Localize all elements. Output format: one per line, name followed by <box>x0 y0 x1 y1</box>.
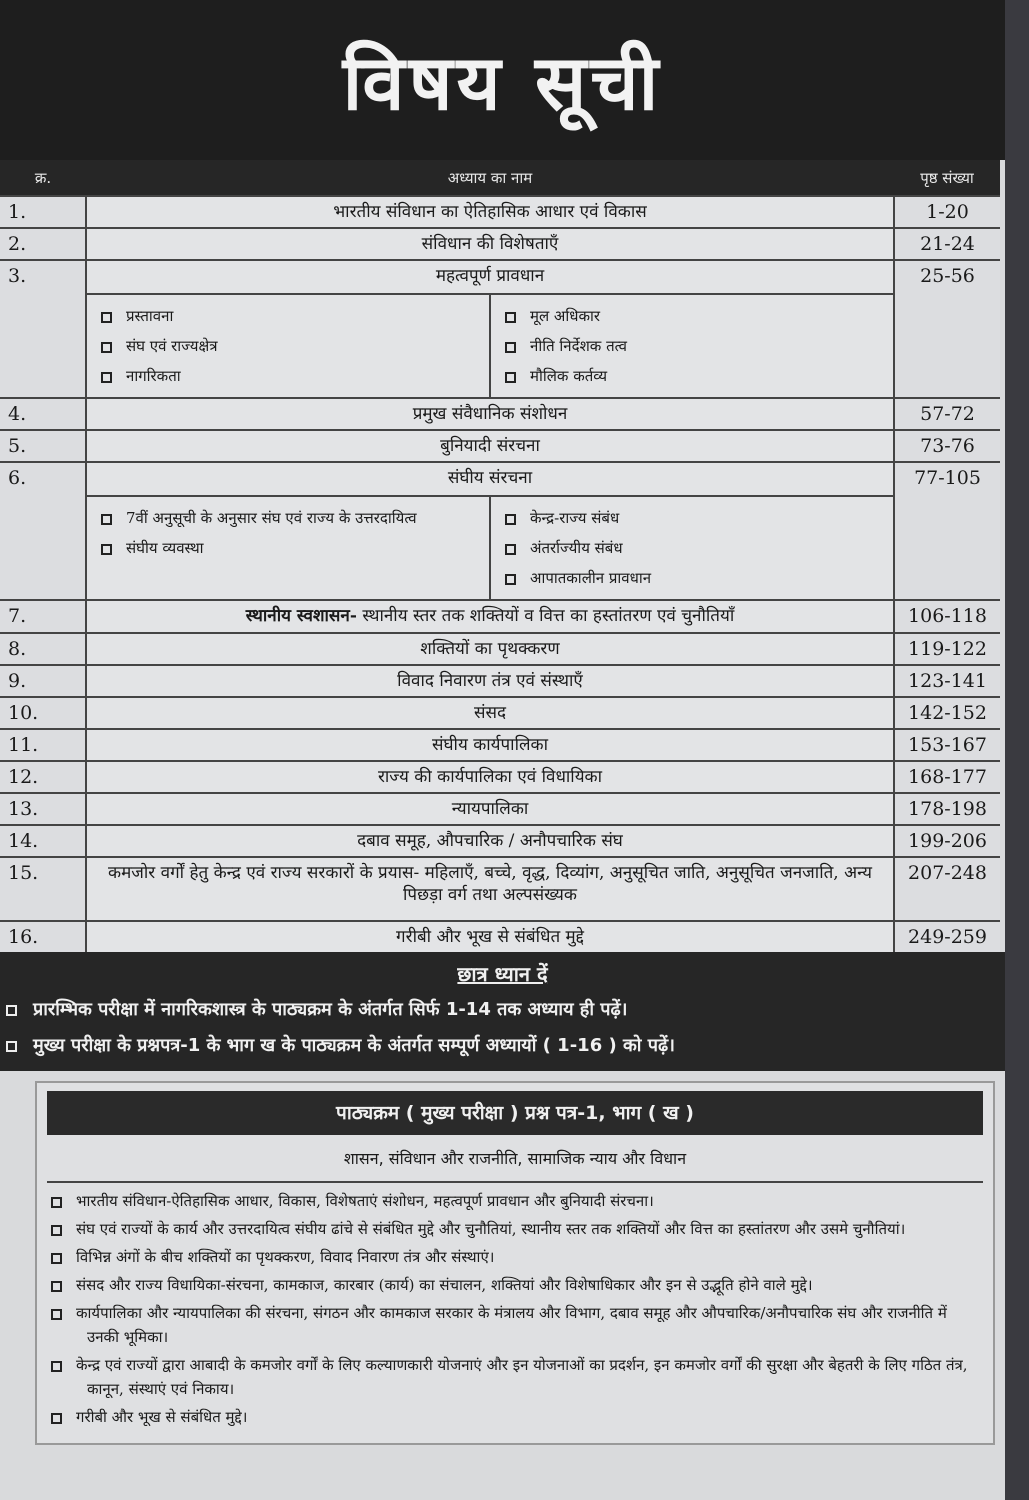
page-range: 199-206 <box>894 825 1000 857</box>
syllabus-item: विभिन्न अंगों के बीच शक्तियों का पृथक्करण, विवाद निवारण तंत्र और संस्थाएं। <box>51 1245 979 1269</box>
table-row <box>0 398 1000 430</box>
chapter-number: 15. <box>0 857 86 921</box>
checkbox-icon <box>505 544 516 555</box>
sub-topic: आपातकालीन प्रावधान <box>505 563 879 593</box>
chapter-cell <box>86 921 894 952</box>
chapter-number: 2. <box>0 228 86 260</box>
note-item: प्रारम्भिक परीक्षा में नागरिकशास्त्र के पाठ्यक्रम के अंतर्गत सिर्फ 1-14 तक अध्याय ही पढ़ें। <box>6 997 1005 1023</box>
chapter-number: 14. <box>0 825 86 857</box>
syllabus-heading: पाठ्यक्रम ( मुख्य परीक्षा ) प्रश्न पत्र-1, भाग ( ख ) <box>47 1091 983 1135</box>
checkbox-icon <box>51 1253 62 1264</box>
table-row <box>0 857 1000 921</box>
syllabus-list <box>51 1189 979 1429</box>
chapter-name: संघीय कार्यपालिका <box>432 735 548 755</box>
chapter-cell <box>86 857 894 921</box>
chapter-number: 16. <box>0 921 86 952</box>
chapter-number: 3. <box>0 260 86 398</box>
contents-table <box>0 160 1000 952</box>
page-range: 142-152 <box>894 697 1000 729</box>
chapter-number: 8. <box>0 633 86 665</box>
chapter-name: दबाव समूह, औपचारिक / अनौपचारिक संघ <box>357 831 623 851</box>
checkbox-icon <box>505 342 516 353</box>
page-range: 57-72 <box>894 398 1000 430</box>
checkbox-icon <box>505 574 516 585</box>
chapter-number: 7. <box>0 600 86 633</box>
syllabus-subheading: शासन, संविधान और राजनीति, सामाजिक न्याय और विधान <box>47 1135 983 1183</box>
chapter-number: 4. <box>0 398 86 430</box>
sub-topic: नीति निर्देशक तत्व <box>505 331 879 361</box>
checkbox-icon <box>51 1413 62 1424</box>
table-row <box>0 600 1000 633</box>
chapter-cell <box>86 398 894 430</box>
page-range: 123-141 <box>894 665 1000 697</box>
sub-topic: अंतर्राज्यीय संबंध <box>505 533 879 563</box>
table-row <box>0 633 1000 665</box>
chapter-cell <box>86 761 894 793</box>
page-range: 25-56 <box>894 260 1000 398</box>
checkbox-icon <box>51 1197 62 1208</box>
chapter-cell <box>86 729 894 761</box>
chapter-cell <box>86 793 894 825</box>
sub-topics <box>87 495 893 599</box>
chapter-number: 11. <box>0 729 86 761</box>
page-range: 1-20 <box>894 196 1000 228</box>
page-range: 21-24 <box>894 228 1000 260</box>
checkbox-icon <box>101 342 112 353</box>
page-range: 153-167 <box>894 729 1000 761</box>
table-row <box>0 761 1000 793</box>
chapter-cell <box>86 260 894 398</box>
page-range: 119-122 <box>894 633 1000 665</box>
chapter-number: 5. <box>0 430 86 462</box>
table-row <box>0 430 1000 462</box>
chapter-name: संघीय संरचना <box>447 468 533 488</box>
sub-topic: 7वीं अनुसूची के अनुसार संघ एवं राज्य के उत्तरदायित्व <box>101 503 475 533</box>
checkbox-icon <box>101 312 112 323</box>
syllabus-item: भारतीय संविधान-ऐतिहासिक आधार, विकास, विशेषताएं संशोधन, महत्वपूर्ण प्रावधान और बुनियादी संरचना। <box>51 1189 979 1213</box>
sub-topic: नागरिकता <box>101 361 475 391</box>
syllabus-box <box>35 1081 995 1445</box>
book-edge <box>1005 0 1029 1500</box>
page-range: 168-177 <box>894 761 1000 793</box>
checkbox-icon <box>505 514 516 525</box>
chapter-name: शक्तियों का पृथक्करण <box>420 639 560 659</box>
student-notes <box>0 952 1005 1071</box>
header-pages: पृष्ठ संख्या <box>894 160 1000 196</box>
checkbox-icon <box>51 1281 62 1292</box>
chapter-cell <box>86 633 894 665</box>
table-row <box>0 228 1000 260</box>
table-row <box>0 921 1000 952</box>
checkbox-icon <box>101 514 112 525</box>
syllabus-item: कार्यपालिका और न्यायपालिका की संरचना, संगठन और कामकाज सरकार के मंत्रालय और विभाग, दबाव समूह और औपचारिक/अनौपचारिक संघ और राजनीति में उनकी भूमिका। <box>51 1301 979 1349</box>
chapter-name: भारतीय संविधान का ऐतिहासिक आधार एवं विकास <box>333 202 647 222</box>
checkbox-icon <box>101 372 112 383</box>
checkbox-icon <box>101 544 112 555</box>
checkbox-icon <box>51 1361 62 1372</box>
chapter-name-bold: स्थानीय स्वशासन- <box>245 606 357 626</box>
chapter-name: संसद <box>473 703 506 723</box>
page-range: 249-259 <box>894 921 1000 952</box>
chapter-name: संविधान की विशेषताएँ <box>421 234 559 254</box>
chapter-number: 13. <box>0 793 86 825</box>
page-range: 77-105 <box>894 462 1000 600</box>
checkbox-icon <box>6 1041 17 1052</box>
chapter-name: स्थानीय स्तर तक शक्तियों व वित्त का हस्तांतरण एवं चुनौतियाँ <box>356 606 735 626</box>
chapter-name: न्यायपालिका <box>451 799 529 819</box>
chapter-name: महत्वपूर्ण प्रावधान <box>435 266 545 286</box>
checkbox-icon <box>51 1225 62 1236</box>
chapter-name: गरीबी और भूख से संबंधित मुद्दे <box>396 927 584 947</box>
page-range: 178-198 <box>894 793 1000 825</box>
table-header <box>0 160 1000 196</box>
syllabus-item: केन्द्र एवं राज्यों द्वारा आबादी के कमजोर वर्गों के लिए कल्याणकारी योजनाएं और इन योजनाओं का प्रदर्शन, इन कमजोर वर्गों की सुरक्षा और बेहतरी के लिए गठित तंत्र, कानून, संस्थाएं एवं निकाय। <box>51 1353 979 1401</box>
chapter-number: 9. <box>0 665 86 697</box>
header-chapter: अध्याय का नाम <box>86 160 894 196</box>
title-band <box>0 0 1005 160</box>
checkbox-icon <box>505 372 516 383</box>
chapter-cell <box>86 600 894 633</box>
sub-topic: मौलिक कर्तव्य <box>505 361 879 391</box>
chapter-name: विवाद निवारण तंत्र एवं संस्थाएँ <box>397 671 583 691</box>
chapter-number: 12. <box>0 761 86 793</box>
sub-topics <box>87 293 893 397</box>
sub-topic: संघीय व्यवस्था <box>101 533 475 563</box>
table-row <box>0 260 1000 398</box>
chapter-name: राज्य की कार्यपालिका एवं विधायिका <box>377 767 603 787</box>
sub-topic: प्रस्तावना <box>101 301 475 331</box>
chapter-name: बुनियादी संरचना <box>440 436 540 456</box>
table-row <box>0 697 1000 729</box>
chapter-name: कमजोर वर्गों हेतु केन्द्र एवं राज्य सरकारों के प्रयास- महिलाएँ, बच्चे, वृद्ध, दिव्यांग, अनुसूचित जाति, अनुसूचित जनजाति, अन्य पिछड़ा वर्ग तथा अल्पसंख्यक <box>108 863 872 905</box>
chapter-cell <box>86 196 894 228</box>
sub-topic: मूल अधिकार <box>505 301 879 331</box>
checkbox-icon <box>6 1005 17 1016</box>
table-row <box>0 665 1000 697</box>
chapter-cell <box>86 697 894 729</box>
sub-topic: केन्द्र-राज्य संबंध <box>505 503 879 533</box>
note-item: मुख्य परीक्षा के प्रश्नपत्र-1 के भाग ख के पाठ्यक्रम के अंतर्गत सम्पूर्ण अध्यायों ( 1-16 ) को पढ़ें। <box>6 1033 1005 1059</box>
chapter-cell <box>86 825 894 857</box>
table-row <box>0 729 1000 761</box>
chapter-cell <box>86 228 894 260</box>
syllabus-item: गरीबी और भूख से संबंधित मुद्दे। <box>51 1405 979 1429</box>
table-row <box>0 793 1000 825</box>
header-number: क्र. <box>0 160 86 196</box>
chapter-cell <box>86 665 894 697</box>
table-row <box>0 462 1000 600</box>
chapter-number: 1. <box>0 196 86 228</box>
chapter-number: 10. <box>0 697 86 729</box>
chapter-cell <box>86 430 894 462</box>
table-row <box>0 825 1000 857</box>
table-row <box>0 196 1000 228</box>
checkbox-icon <box>505 312 516 323</box>
chapter-cell <box>86 462 894 600</box>
syllabus-item: संसद और राज्य विधायिका-संरचना, कामकाज, कारबार (कार्य) का संचालन, शक्तियां और विशेषाधिकार और इन से उद्भूति होने वाले मुद्दे। <box>51 1273 979 1297</box>
chapter-number: 6. <box>0 462 86 600</box>
page-range: 106-118 <box>894 600 1000 633</box>
checkbox-icon <box>51 1309 62 1320</box>
notes-heading: छात्र ध्यान दें <box>457 962 548 986</box>
syllabus-item: संघ एवं राज्यों के कार्य और उत्तरदायित्व संघीय ढांचे से संबंधित मुद्दे और चुनौतियां, स्थानीय स्तर तक शक्तियों और वित्त का हस्तांतरण और उसमे चुनौतियां। <box>51 1217 979 1241</box>
sub-topic: संघ एवं राज्यक्षेत्र <box>101 331 475 361</box>
chapter-name: प्रमुख संवैधानिक संशोधन <box>412 404 568 424</box>
page-title: विषय सूची <box>342 37 663 127</box>
page-range: 207-248 <box>894 857 1000 921</box>
page-range: 73-76 <box>894 430 1000 462</box>
